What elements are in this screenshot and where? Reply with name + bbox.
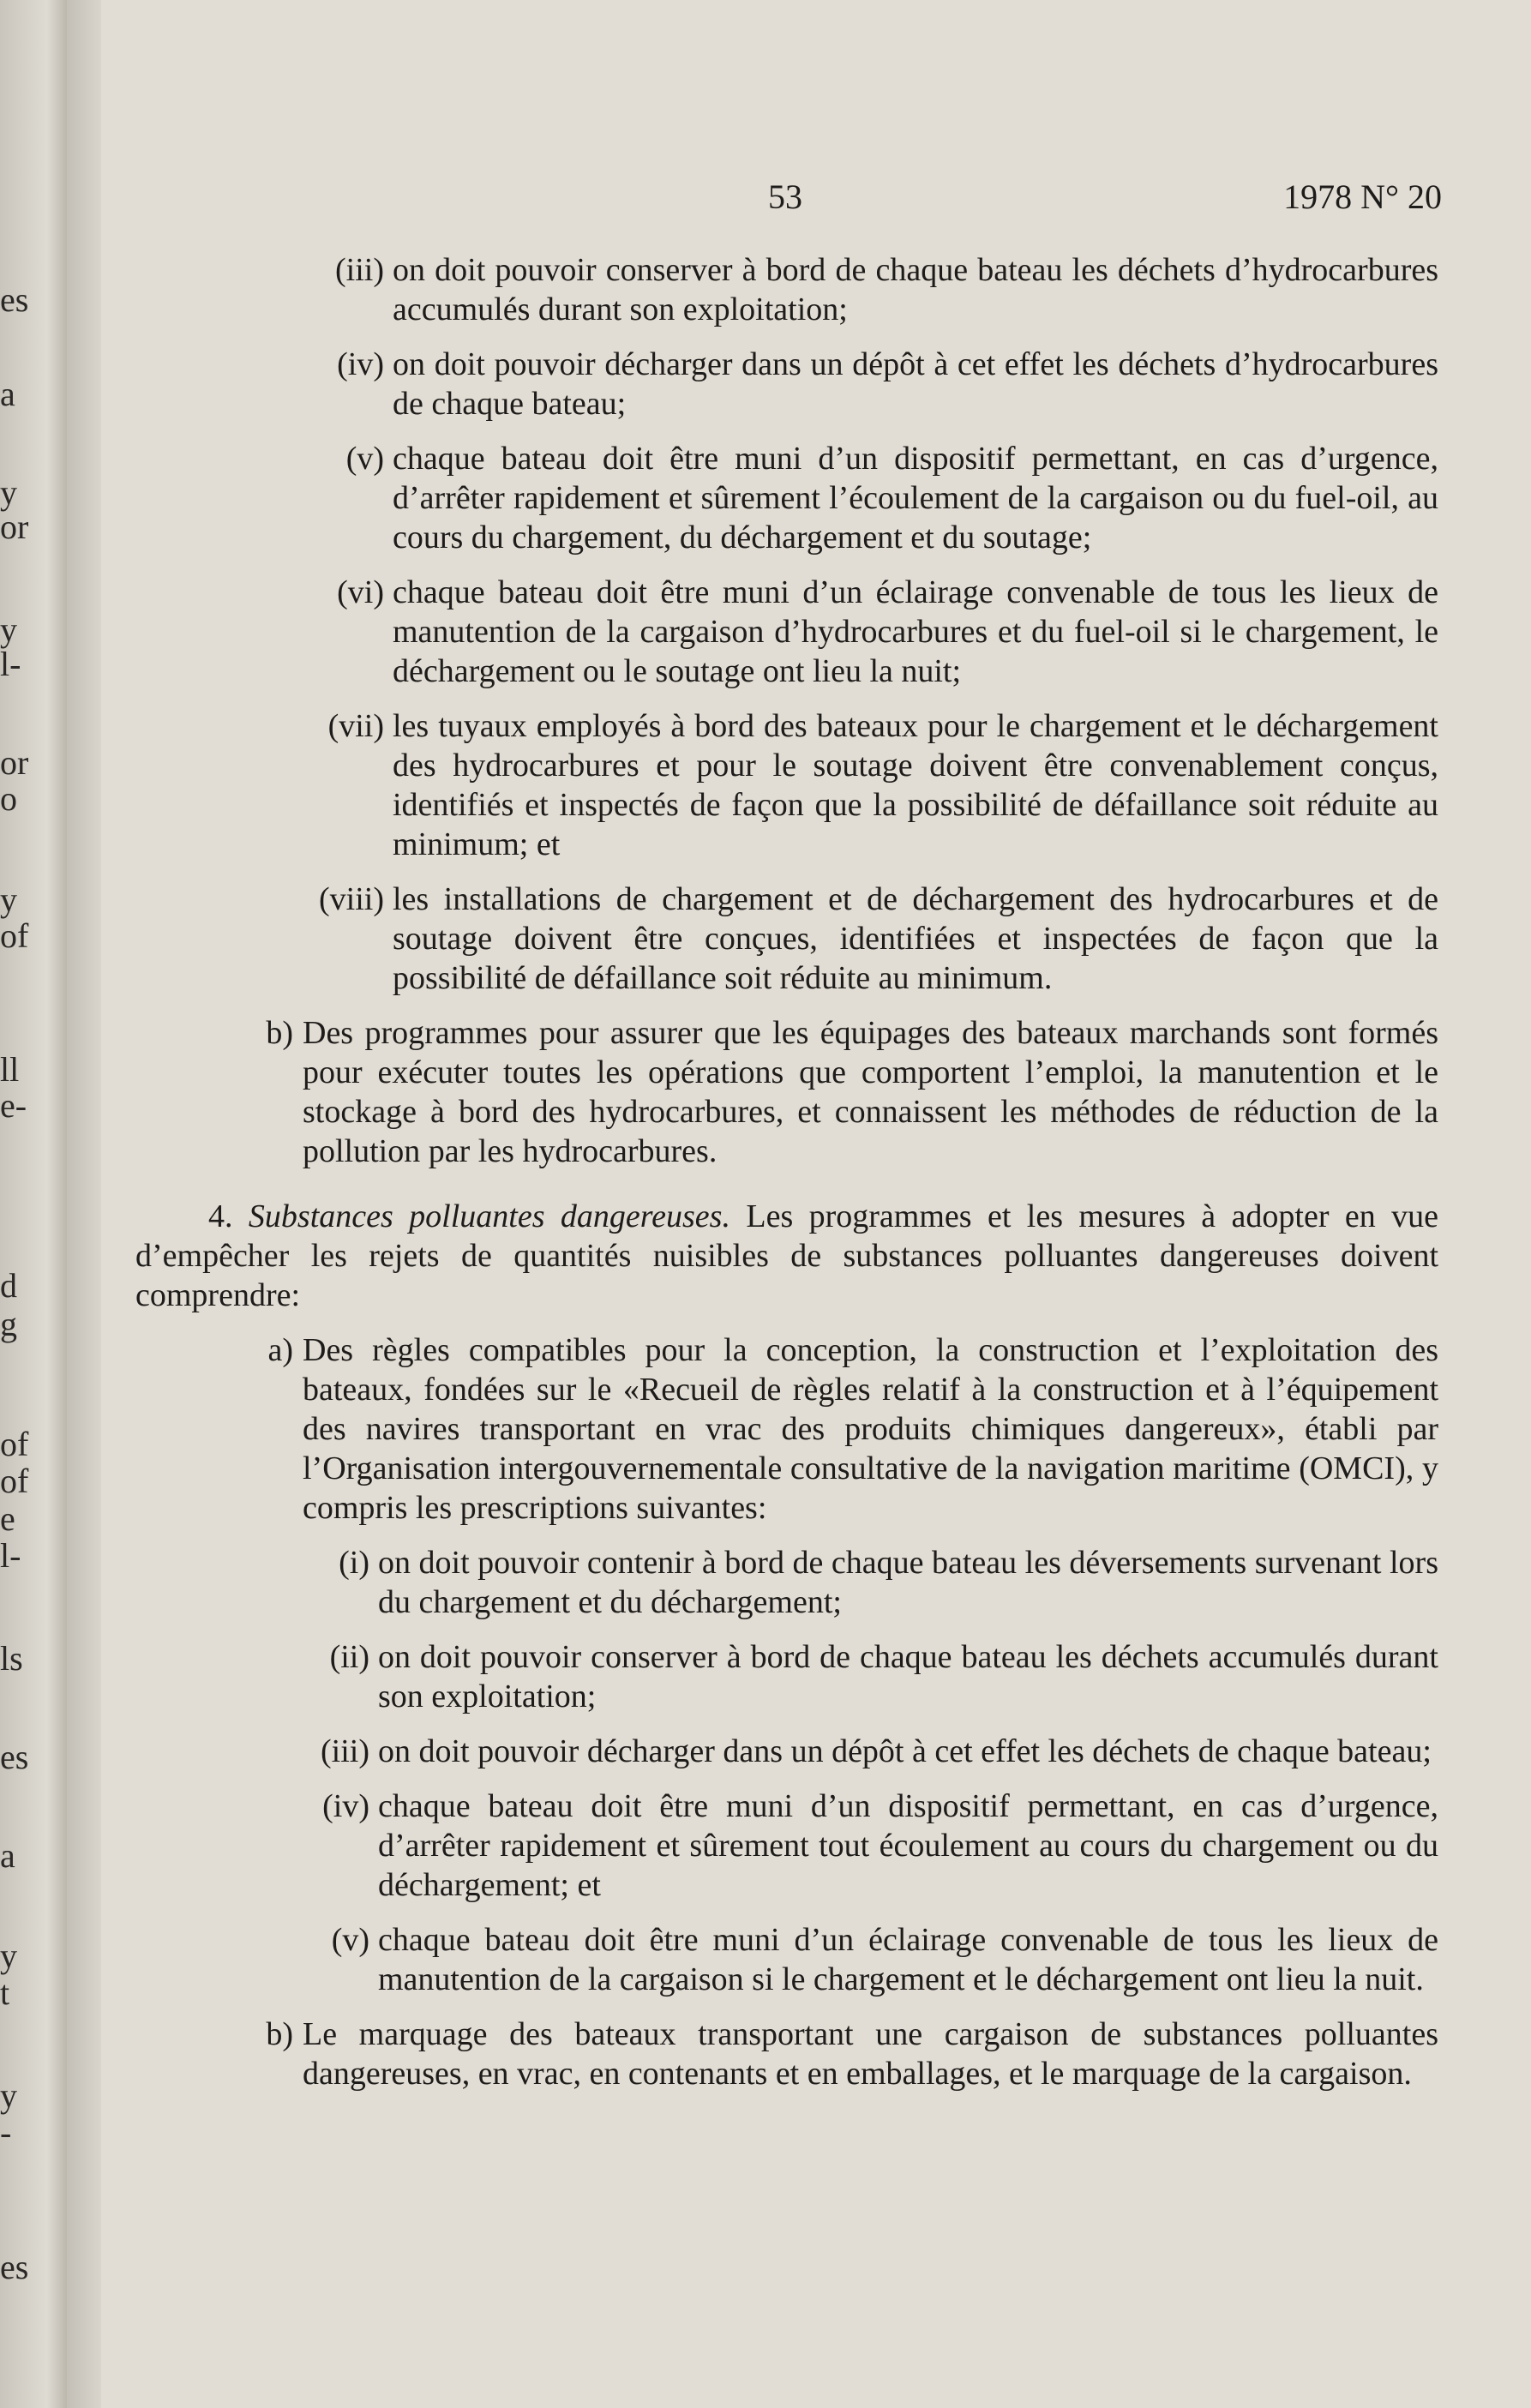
- clause-iv: [135, 1786, 1438, 1905]
- clause-text: on doit pouvoir conserver à bord de chaque bateau les déchets accumulés durant son exploitation;: [378, 1639, 1438, 1714]
- margin-fragment: y: [0, 880, 17, 919]
- margin-fragment: of: [0, 916, 29, 955]
- page-header: [101, 177, 1531, 228]
- margin-fragment: y: [0, 610, 17, 649]
- clause-label: (iv): [322, 1788, 369, 1824]
- law-reference: 1978 N° 20: [1283, 177, 1442, 216]
- margin-fragment: e: [0, 1499, 15, 1538]
- clause-label: (iii): [321, 1733, 369, 1769]
- margin-fragment: ll: [0, 1050, 20, 1089]
- clause-v: [135, 439, 1438, 557]
- margin-fragment: l-: [0, 1536, 21, 1575]
- margin-fragment: a: [0, 1836, 15, 1875]
- clause-label: (v): [331, 1922, 369, 1958]
- clause-text: on doit pouvoir décharger dans un dépôt à cet effet les déchets de chaque bateau;: [378, 1733, 1432, 1769]
- clause-text: chaque bateau doit être muni d’un éclairage convenable de tous les lieux de manutention de la cargaison d’hydrocarbures et du fuel-oil si le chargement, le déchargement ou le soutage ont lieu la nuit;: [393, 574, 1438, 689]
- clause-iv: [135, 345, 1438, 423]
- clause-text: Des programmes pour assurer que les équipages des bateaux marchands sont formés pour exécuter toutes les opérations que comportent l’emploi, la manutention et le stockage à bord des hydrocarbures, et connaissent les méthodes de réduction de la pollution par les hydrocarbures.: [303, 1015, 1438, 1169]
- margin-fragment: t: [0, 1973, 10, 2012]
- clause-ii: [135, 1637, 1438, 1716]
- clause-label: (vi): [337, 574, 384, 610]
- clause-label: (ii): [329, 1639, 369, 1675]
- margin-fragment: -: [0, 2113, 12, 2152]
- clause-label: a): [267, 1332, 293, 1368]
- margin-fragment: ls: [0, 1639, 23, 1678]
- margin-fragment: or: [0, 743, 29, 782]
- clause-label: b): [266, 1015, 293, 1051]
- margin-fragment: of: [0, 1425, 29, 1463]
- clause-label: (v): [345, 441, 384, 477]
- clause-text: Le marquage des bateaux transportant une cargaison de substances polluantes dangereuses, en vrac, en contenants et en emballages, et le marquage de la cargaison.: [303, 2016, 1438, 2092]
- clause-label: b): [266, 2016, 293, 2052]
- clause-a: [135, 1330, 1438, 1528]
- margin-fragment: a: [0, 375, 15, 413]
- clause-label: (viii): [319, 881, 384, 917]
- margin-fragment: es: [0, 280, 29, 319]
- margin-fragment: or: [0, 507, 29, 546]
- clause-label: (iv): [337, 346, 384, 382]
- clause-i: [135, 1543, 1438, 1622]
- margin-fragment: o: [0, 779, 17, 818]
- clause-text: on doit pouvoir décharger dans un dépôt à cet effet les déchets d’hydrocarbures de chaque bateau;: [393, 346, 1438, 422]
- clause-b: [135, 2015, 1438, 2093]
- margin-fragment: es: [0, 2248, 29, 2286]
- margin-fragment: es: [0, 1738, 29, 1776]
- clause-v: [135, 1920, 1438, 1999]
- margin-fragment: d: [0, 1266, 17, 1305]
- clause-text: chaque bateau doit être muni d’un dispositif permettant, en cas d’urgence, d’arrêter rapidement et sûrement tout écoulement au cours du chargement ou du déchargement; et: [378, 1788, 1438, 1903]
- clause-viii: [135, 880, 1438, 998]
- section-intro: Les programmes et les mesures à adopter en vue d’empêcher les rejets de quantités nuisibles de substances polluantes dangereuses doivent comprendre:: [135, 1198, 1439, 1313]
- margin-fragment: y: [0, 1937, 17, 1975]
- clause-iii: [135, 1732, 1438, 1771]
- margin-fragment: l-: [0, 645, 21, 683]
- clause-label: (i): [339, 1545, 369, 1581]
- clause-text: on doit pouvoir conserver à bord de chaque bateau les déchets d’hydrocarbures accumulés durant son exploitation;: [393, 252, 1438, 327]
- clause-vi: [135, 573, 1438, 691]
- page-body: [135, 250, 1438, 2109]
- clause-vii: [135, 706, 1438, 864]
- clause-iii: [135, 250, 1438, 329]
- margin-fragment: g: [0, 1305, 17, 1343]
- page-number: 53: [768, 177, 802, 216]
- section-heading: Substances polluantes dangereuses.: [248, 1198, 730, 1234]
- clause-text: on doit pouvoir contenir à bord de chaque bateau les déversements survenant lors du chargement et du déchargement;: [378, 1545, 1438, 1620]
- section-4-paragraph: [135, 1197, 1438, 1315]
- adjacent-page-edge: [0, 0, 67, 2408]
- margin-fragment: y: [0, 473, 17, 512]
- margin-fragment: y: [0, 2076, 17, 2115]
- section-number: 4.: [208, 1198, 233, 1234]
- clause-label: (iii): [335, 252, 384, 288]
- document-page: [101, 0, 1531, 2408]
- gutter-shadow: [67, 0, 101, 2408]
- clause-text: Des règles compatibles pour la conception, la construction et l’exploitation des bateaux, fondées sur le «Recueil de règles relatif à la construction et à l’équipement des navires transportant en vrac des produits chimiques dangereux», établi par l’Organisation intergouvernementale consultative de la navigation maritime (OMCI), y compris les prescriptions suivantes:: [303, 1332, 1438, 1526]
- margin-fragment: of: [0, 1462, 29, 1500]
- clause-b: [135, 1013, 1438, 1171]
- clause-text: chaque bateau doit être muni d’un dispositif permettant, en cas d’urgence, d’arrêter rapidement et sûrement l’écoulement de la cargaison ou du fuel-oil, au cours du chargement, du déchargement et du soutage;: [393, 441, 1438, 555]
- clause-text: chaque bateau doit être muni d’un éclairage convenable de tous les lieux de manutention de la cargaison si le chargement et le déchargement ont lieu la nuit.: [378, 1922, 1438, 1997]
- margin-fragment: e-: [0, 1086, 27, 1125]
- clause-label: (vii): [327, 708, 384, 744]
- clause-text: les installations de chargement et de déchargement des hydrocarbures et de soutage doivent être conçues, identifiées et inspectées de façon que la possibilité de défaillance soit réduite au minimum.: [393, 881, 1438, 996]
- clause-text: les tuyaux employés à bord des bateaux pour le chargement et le déchargement des hydrocarbures et pour le soutage doivent être convenablement conçus, identifiés et inspectés de façon que la possibilité de défaillance soit réduite au minimum; et: [393, 708, 1438, 862]
